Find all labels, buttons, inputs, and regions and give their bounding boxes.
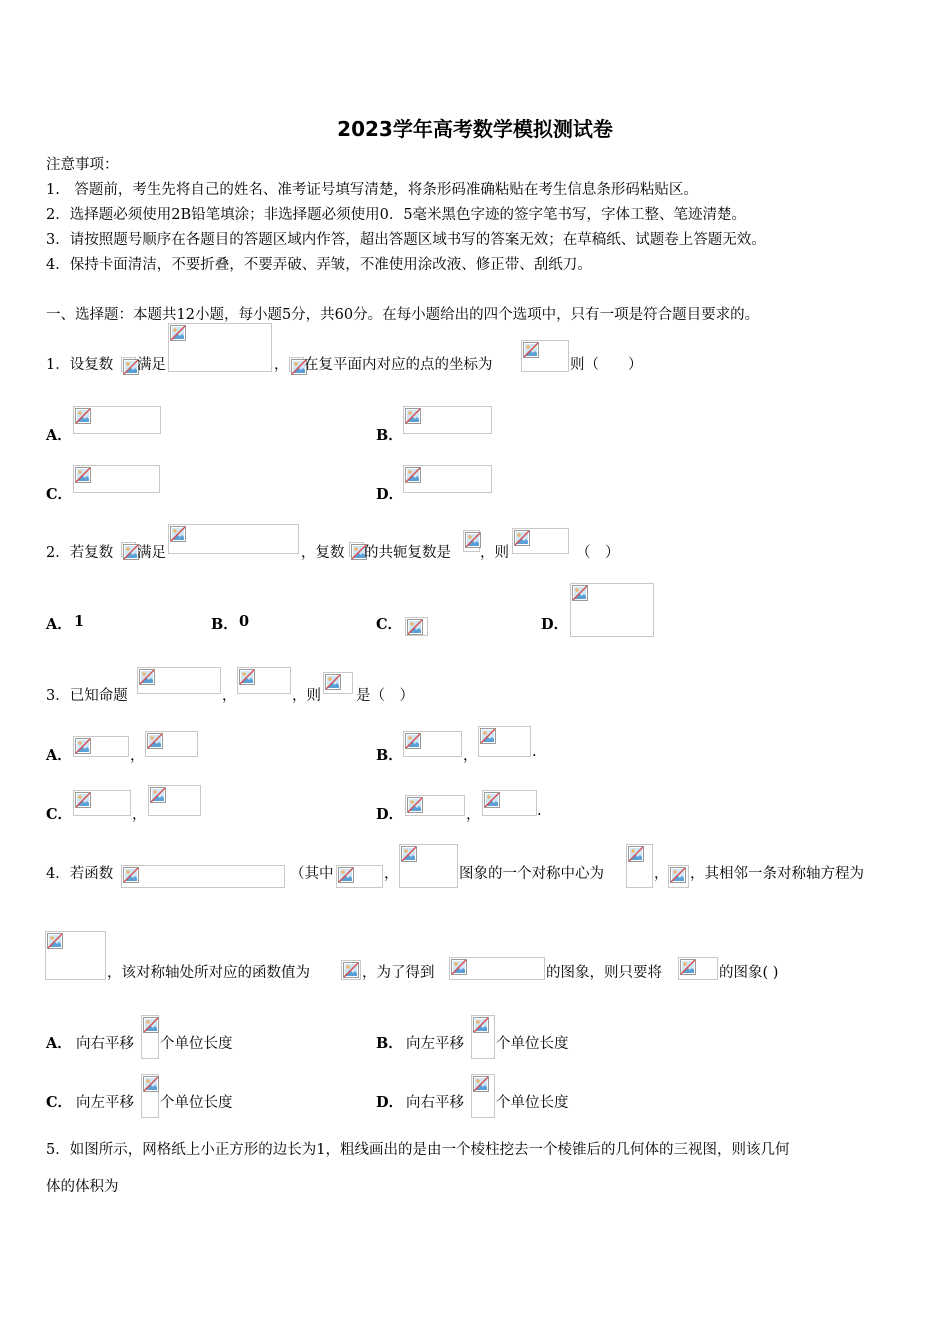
formula-image-icon [141,1074,159,1118]
question-text: 1．设复数 [46,357,114,373]
broken-image-icon [325,674,341,690]
broken-image-icon [338,867,354,883]
option-text: 个单位长度 [160,1036,233,1052]
option-label: C． [46,806,73,823]
option-text: 个单位长度 [160,1095,233,1111]
broken-image-icon [405,408,421,424]
broken-image-icon [401,846,417,862]
option-label: A． [46,1035,72,1052]
formula-image-icon [121,357,136,372]
formula-image-icon [323,672,353,694]
broken-image-icon [473,1017,489,1033]
broken-image-icon [170,325,186,341]
question-text: 3．已知命题 [46,688,128,704]
formula-image-icon [471,1074,495,1118]
option-label: B． [376,747,403,764]
option-value: 1 [74,613,85,630]
question-text: 是（ ） [356,688,414,704]
formula-image-icon [121,542,136,557]
question-text: ，为了得到 [362,965,435,981]
formula-image-icon [237,667,291,694]
option-label: A． [46,747,72,764]
option-label: C． [376,616,403,633]
option-label: A． [46,427,72,444]
question-text: ，该对称轴处所对应的函数值为 [107,965,310,981]
formula-image-icon [289,357,304,372]
formula-image-icon [341,960,361,980]
question-text: ，则 [480,545,509,561]
formula-image-icon [73,406,161,434]
option-text: 向右平移 [406,1095,464,1111]
formula-image-icon [73,790,131,816]
broken-image-icon [473,1076,489,1092]
broken-image-icon [572,585,588,601]
question-text: 2．若复数 [46,545,114,561]
question-text: ， [384,866,399,882]
question-text: ，则 [292,688,321,704]
formula-image-icon [399,844,458,888]
notice-item: 3．请按照题号顺序在各题目的答题区域内作答，超出答题区域书写的答案无效；在草稿纸、试题卷上答题无效。 [46,232,766,248]
question-text: 的图象，则只要将 [546,965,662,981]
question-text: ，复数 [301,545,345,561]
question-text: ， [654,866,669,882]
option-text: ， [466,807,481,823]
formula-image-icon [463,530,480,552]
option-text: 个单位长度 [496,1095,569,1111]
broken-image-icon [628,846,644,862]
broken-image-icon [405,467,421,483]
formula-image-icon [678,957,718,980]
broken-image-icon [75,792,91,808]
broken-image-icon [147,733,163,749]
broken-image-icon [405,733,421,749]
broken-image-icon [465,532,481,548]
question-text: 满足 [137,357,166,373]
option-label: C． [46,486,73,503]
option-text: . [532,744,537,760]
page-title: 2023学年高考数学模拟测试卷 [337,117,613,141]
question-text: 的图象( ) [719,965,779,981]
formula-image-icon [626,844,653,888]
option-text: ， [130,748,145,764]
question-text: ， [274,357,289,373]
broken-image-icon [123,867,139,883]
option-label: D． [541,616,569,633]
formula-image-icon [403,465,492,493]
broken-image-icon [670,867,686,883]
notice-item: 2．选择题必须使用2B铅笔填涂；非选择题必须使用0．5毫米黑色字迹的签字笔书写，字体工整、笔迹清楚。 [46,207,747,223]
option-text: 向左平移 [406,1036,464,1052]
broken-image-icon [239,669,255,685]
option-label: D． [376,806,404,823]
formula-image-icon [349,542,364,557]
broken-image-icon [75,408,91,424]
formula-image-icon [471,1015,495,1059]
option-value: 0 [239,613,250,630]
formula-image-icon [137,667,221,694]
broken-image-icon [343,962,359,978]
question-text: 在复平面内对应的点的坐标为 [304,357,493,373]
option-label: D． [376,486,404,503]
option-text: 个单位长度 [496,1036,569,1052]
broken-image-icon [170,526,186,542]
formula-image-icon [403,406,492,434]
formula-image-icon [512,528,569,554]
question-text: 则（ ） [570,357,643,373]
broken-image-icon [514,530,530,546]
notice-heading: 注意事项： [46,157,119,173]
broken-image-icon [680,959,696,975]
option-label: A． [46,616,72,633]
formula-image-icon [521,340,569,372]
option-label: B． [211,616,238,633]
formula-image-icon [168,524,299,554]
broken-image-icon [143,1076,159,1092]
broken-image-icon [451,959,467,975]
question-text: 图象的一个对称中心为 [459,866,604,882]
formula-image-icon [403,731,462,757]
broken-image-icon [139,669,155,685]
broken-image-icon [407,619,423,635]
option-label: B． [376,427,403,444]
broken-image-icon [75,738,91,754]
option-text: 向左平移 [76,1095,134,1111]
option-text: ， [463,748,478,764]
formula-image-icon [141,1015,159,1059]
question-text: ， [222,688,237,704]
question-text: （ ） [576,545,620,561]
formula-image-icon [168,323,272,372]
question-text: 5．如图所示，网格纸上小正方形的边长为1，粗线画出的是由一个棱柱挖去一个棱锥后的几何体的三视图，则该几何 [46,1142,790,1158]
formula-image-icon [45,931,106,980]
option-label: C． [46,1094,73,1111]
formula-image-icon [73,736,129,757]
formula-image-icon [121,865,285,888]
formula-image-icon [482,790,537,816]
formula-image-icon [668,865,689,888]
broken-image-icon [75,467,91,483]
question-text: 的共轭复数是 [364,545,451,561]
formula-image-icon [405,795,465,816]
broken-image-icon [484,792,500,808]
broken-image-icon [407,797,423,813]
question-text: （其中 [290,866,334,882]
option-text: . [537,803,542,819]
broken-image-icon [47,933,63,949]
option-text: ， [132,807,147,823]
section-heading: 一、选择题：本题共12小题，每小题5分，共60分。在每小题给出的四个选项中，只有一项是符合题目要求的。 [46,307,760,323]
option-label: D． [376,1094,404,1111]
question-text: 4．若函数 [46,866,114,882]
broken-image-icon [523,342,539,358]
formula-image-icon [145,731,198,757]
formula-image-icon [405,617,428,636]
formula-image-icon [570,583,654,637]
question-text: 满足 [137,545,166,561]
notice-item: 1. 答题前，考生先将自己的姓名、准考证号填写清楚，将条形码准确粘贴在考生信息条形码粘贴区。 [46,182,698,198]
formula-image-icon [478,726,531,757]
formula-image-icon [449,957,545,980]
formula-image-icon [73,465,160,493]
formula-image-icon [336,865,383,888]
broken-image-icon [150,787,166,803]
question-text: 体的体积为 [46,1179,119,1195]
question-text: ，其相邻一条对称轴方程为 [690,866,864,882]
notice-item: 4．保持卡面清洁，不要折叠，不要弄破、弄皱，不准使用涂改液、修正带、刮纸刀。 [46,257,592,273]
broken-image-icon [480,728,496,744]
option-label: B． [376,1035,403,1052]
option-text: 向右平移 [76,1036,134,1052]
formula-image-icon [148,785,201,816]
broken-image-icon [143,1017,159,1033]
